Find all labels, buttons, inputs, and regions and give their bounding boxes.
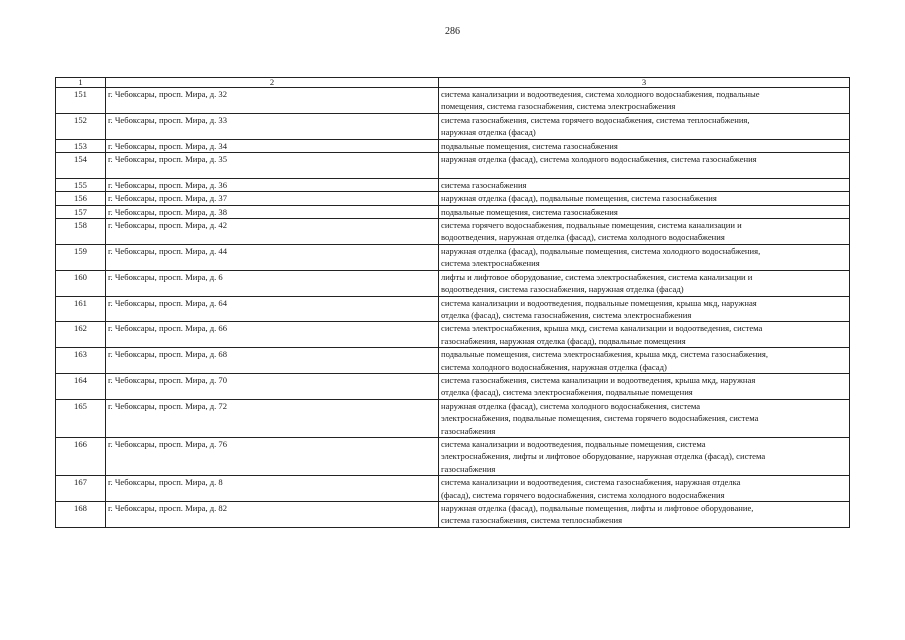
row-number: 156 [56,192,106,205]
row-systems-line: система канализации и водоотведения, система газоснабжения, наружная отделка [441,477,741,488]
row-number: 164 [56,373,106,399]
column-header-address: 2 [106,78,439,88]
registry-table [55,77,850,528]
registry-table-body [56,78,850,528]
row-number: 158 [56,219,106,245]
row-systems-line: электроснабжения, подвальные помещения, система горячего водоснабжения, система [441,413,759,424]
table-row [56,296,850,322]
row-number: 161 [56,296,106,322]
row-systems [439,244,850,270]
row-systems [439,348,850,374]
row-systems-line: система газоснабжения, система теплоснабжения [441,515,623,526]
row-systems-line: отделка (фасад), система газоснабжения, система электроснабжения [441,309,692,320]
table-row [56,178,850,191]
column-header-systems: 3 [439,78,850,88]
row-systems-line: система канализации и водоотведения, подвальные помещения, система [441,438,706,449]
row-systems-line: наружная отделка (фасад), подвальные помещения, система холодного водоснабжения, [441,245,761,256]
row-number: 166 [56,437,106,475]
row-address: г. Чебоксары, просп. Мира, д. 42 [106,219,439,245]
table-row [56,219,850,245]
table-row [56,502,850,528]
row-systems [439,113,850,139]
row-systems-line: водоотведения, система газоснабжения, наружная отделка (фасад) [441,284,684,295]
table-header-row [56,78,850,88]
row-address: г. Чебоксары, просп. Мира, д. 35 [106,153,439,179]
table-row [56,270,850,296]
row-systems [439,476,850,502]
table-row [56,399,850,437]
row-systems [439,502,850,528]
row-number: 163 [56,348,106,374]
row-address: г. Чебоксары, просп. Мира, д. 66 [106,322,439,348]
row-systems-line: наружная отделка (фасад), система холодного водоснабжения, система газоснабжения [441,154,757,165]
row-systems-line: система канализации и водоотведения, подвальные помещения, крыша мкд, наружная [441,297,757,308]
row-address: г. Чебоксары, просп. Мира, д. 34 [106,139,439,152]
table-row [56,437,850,475]
row-address: г. Чебоксары, просп. Мира, д. 36 [106,178,439,191]
row-systems [439,219,850,245]
row-systems-line: водоотведения, наружная отделка (фасад), система холодного водоснабжения [441,232,725,243]
row-systems-line: отделка (фасад), система электроснабжения, подвальные помещения [441,387,693,398]
row-systems [439,205,850,218]
row-systems [439,192,850,205]
row-number: 165 [56,399,106,437]
row-systems-line: помещения, система газоснабжения, система электроснабжения [441,101,676,112]
table-row [56,348,850,374]
table-row [56,322,850,348]
row-systems-line: система газоснабжения, система горячего водоснабжения, система теплоснабжения, [441,114,750,125]
row-number: 162 [56,322,106,348]
table-row [56,192,850,205]
row-address: г. Чебоксары, просп. Мира, д. 44 [106,244,439,270]
row-number: 155 [56,178,106,191]
row-systems-line: лифты и лифтовое оборудование, система электроснабжения, система канализации и [441,271,753,282]
row-number: 151 [56,88,106,114]
row-number: 168 [56,502,106,528]
row-number: 153 [56,139,106,152]
row-systems-line: подвальные помещения, система электроснабжения, крыша мкд, система газоснабжения, [441,349,769,360]
row-address: г. Чебоксары, просп. Мира, д. 68 [106,348,439,374]
row-systems-line: наружная отделка (фасад), система холодного водоснабжения, система [441,400,701,411]
row-systems [439,270,850,296]
row-systems-line: подвальные помещения, система газоснабжения [441,206,618,217]
row-address: г. Чебоксары, просп. Мира, д. 8 [106,476,439,502]
row-systems-line: система газоснабжения, система канализации и водоотведения, крыша мкд, наружная [441,374,756,385]
column-header-number: 1 [56,78,106,88]
row-systems-line: наружная отделка (фасад), подвальные помещения, лифты и лифтовое оборудование, [441,503,754,513]
row-address: г. Чебоксары, просп. Мира, д. 32 [106,88,439,114]
table-row [56,153,850,179]
page-number: 286 [445,26,460,37]
row-systems-line [441,165,847,177]
row-systems-line: (фасад), система горячего водоснабжения, система холодного водоснабжения [441,489,725,500]
row-systems-line: подвальные помещения, система газоснабжения [441,140,618,151]
row-number: 152 [56,113,106,139]
table-row [56,205,850,218]
row-systems-line: газоснабжения [441,463,496,474]
row-number: 157 [56,205,106,218]
row-systems-line: газоснабжения [441,425,496,436]
table-row [56,113,850,139]
row-address: г. Чебоксары, просп. Мира, д. 38 [106,205,439,218]
row-address: г. Чебоксары, просп. Мира, д. 82 [106,502,439,528]
row-number: 154 [56,153,106,179]
row-systems-line: система горячего водоснабжения, подвальные помещения, система канализации и [441,220,742,231]
row-systems [439,437,850,475]
row-systems-line: наружная отделка (фасад) [441,127,536,138]
row-systems [439,373,850,399]
row-number: 159 [56,244,106,270]
row-address: г. Чебоксары, просп. Мира, д. 33 [106,113,439,139]
row-address: г. Чебоксары, просп. Мира, д. 6 [106,270,439,296]
table-row [56,476,850,502]
row-number: 160 [56,270,106,296]
table-row [56,373,850,399]
table-row [56,139,850,152]
table-row [56,88,850,114]
row-systems-line: система электроснабжения [441,258,540,269]
row-address: г. Чебоксары, просп. Мира, д. 76 [106,437,439,475]
row-systems-line: система канализации и водоотведения, система холодного водоснабжения, подвальные [441,89,760,99]
row-address: г. Чебоксары, просп. Мира, д. 70 [106,373,439,399]
table-row [56,244,850,270]
row-systems [439,399,850,437]
row-systems [439,88,850,114]
row-address: г. Чебоксары, просп. Мира, д. 37 [106,192,439,205]
row-systems-line: система холодного водоснабжения, наружная отделка (фасад) [441,361,667,372]
row-systems [439,139,850,152]
row-systems-line: наружная отделка (фасад), подвальные помещения, система газоснабжения [441,193,717,204]
row-address: г. Чебоксары, просп. Мира, д. 64 [106,296,439,322]
row-systems [439,178,850,191]
row-systems [439,296,850,322]
row-systems-line: система электроснабжения, крыша мкд, система канализации и водоотведения, система [441,323,763,334]
row-systems-line: система газоснабжения [441,179,527,190]
row-systems [439,153,850,179]
row-systems-line: газоснабжения, наружная отделка (фасад), подвальные помещения [441,335,686,346]
row-number: 167 [56,476,106,502]
row-address: г. Чебоксары, просп. Мира, д. 72 [106,399,439,437]
row-systems-line: электроснабжения, лифты и лифтовое оборудование, наружная отделка (фасад), система [441,451,766,462]
row-systems [439,322,850,348]
